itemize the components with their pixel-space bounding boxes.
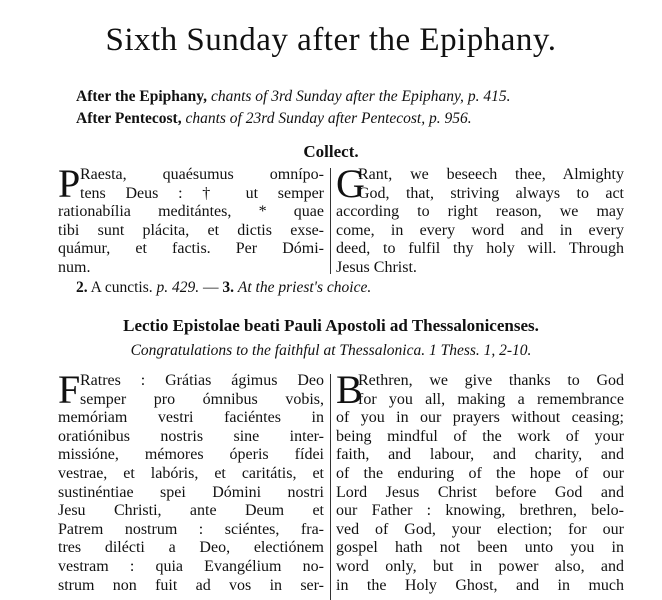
- collect-english-line: Jesus Christ.: [336, 258, 417, 276]
- epistle-latin-line: memóriam vestri faciéntes in: [58, 409, 324, 427]
- chant-label: After Pentecost,: [76, 110, 182, 127]
- epistle-english-line: word only, but in power also, and: [336, 557, 624, 575]
- collect-heading: Collect.: [303, 142, 359, 161]
- collect-latin-line: quámur, et factis. Per Dómi-: [58, 240, 324, 258]
- collect-other-prayers: [76, 279, 371, 297]
- collect-latin-dropcap: P: [58, 161, 81, 206]
- epistle-english-line: in the Holy Ghost, and in much: [336, 576, 624, 594]
- prayer-number: 2.: [76, 279, 88, 296]
- epistle-latin-line: semper pro ómnibus vobis,: [80, 390, 324, 408]
- epistle-english-line: Lord Jesus Christ before God and: [336, 483, 624, 501]
- prayer-title: At the priest's choice.: [237, 279, 372, 296]
- epistle-heading: Lectio Epistolae beati Pauli Apostoli ad Thessalonicenses.: [123, 316, 539, 335]
- chant-line-pentecost: [76, 110, 472, 128]
- collect-latin-line: rationabília meditántes, * quae: [58, 203, 324, 221]
- epistle-latin-line: vestram : quia Evangélium no-: [58, 557, 324, 575]
- column-divider: [330, 374, 331, 600]
- epistle-english-line: for you all, making a remembrance: [358, 390, 624, 408]
- epistle-latin-line: Patrem nostrum : sciéntes, fra-: [58, 520, 324, 538]
- epistle-latin-column: [58, 367, 324, 595]
- epistle-english-column: [336, 367, 624, 595]
- epistle-english-line: faith, and labour, and charity, and: [336, 446, 624, 464]
- chant-text: chants of 3rd Sunday after the Epiphany,: [210, 88, 464, 105]
- prayer-title: A cunctis.: [90, 279, 153, 296]
- collect-latin-line: tibi sunt plácita, et dictis exse-: [58, 221, 324, 239]
- collect-latin-line: num.: [58, 258, 91, 276]
- epistle-latin-line: missióne, mémores óperis fídei: [58, 446, 324, 464]
- page-title: Sixth Sunday after the Epiphany.: [105, 22, 557, 58]
- epistle-english-line: gospel hath not been unto you in: [336, 539, 624, 557]
- collect-english-line: deed, to fulfil thy holy will. Through: [336, 240, 624, 258]
- epistle-latin-line: vestrae, et labóris, et caritátis, et: [58, 464, 324, 482]
- collect-latin-line: Raesta, quaésumus omnípo-: [80, 166, 324, 183]
- epistle-english-line: being mindful of the work of your: [336, 427, 624, 445]
- prayer-number: 3.: [222, 279, 235, 296]
- epistle-latin-line: strum non fuit ad vos in ser-: [58, 576, 324, 594]
- collect-english-dropcap: G: [336, 161, 365, 206]
- epistle-english-line: of the enduring of the hope of our: [336, 464, 624, 482]
- epistle-subheading: Congratulations to the faithful at Thessalonica. 1 Thess. 1, 2-10.: [130, 342, 532, 359]
- chant-text: chants of 23rd Sunday after Pentecost,: [185, 110, 426, 127]
- epistle-latin-line: oratiónibus nostris sine inter-: [58, 427, 324, 445]
- epistle-latin-line: sustinéntiae spei Dómini nostri: [58, 483, 324, 501]
- epistle-english-line: our Father : knowing, brethren, belo-: [336, 502, 624, 520]
- collect-english-line: Rant, we beseech thee, Almighty: [358, 166, 624, 183]
- chant-page: p. 415.: [467, 88, 511, 105]
- epistle-latin-line: Ratres : Grátias ágimus Deo: [80, 372, 324, 389]
- epistle-latin-line: Jesu Christi, ante Deum et: [58, 502, 324, 520]
- collect-latin-line: tens Deus : † ut semper: [80, 184, 324, 202]
- prayer-page: p. 429.: [156, 279, 200, 296]
- chant-line-epiphany: [76, 88, 510, 106]
- collect-english-line: according to right reason, we may: [336, 203, 624, 221]
- chant-page: p. 956.: [428, 110, 472, 127]
- epistle-english-line: ved of God, your election; for our: [336, 520, 624, 538]
- collect-english-line: come, in every word and in every: [336, 221, 624, 239]
- epistle-english-dropcap: B: [336, 367, 363, 412]
- epistle-latin-line: tres dilécti a Deo, electiónem: [58, 539, 324, 557]
- epistle-english-line: Rethren, we give thanks to God: [358, 372, 624, 389]
- column-divider: [330, 168, 331, 274]
- collect-latin-column: [58, 161, 324, 278]
- separator-dash: —: [203, 279, 219, 296]
- chant-label: After the Epiphany,: [76, 88, 208, 105]
- collect-english-line: God, that, striving always to act: [358, 184, 624, 202]
- epistle-english-line: of you in our prayers without ceasing;: [336, 409, 624, 427]
- collect-english-column: [336, 161, 624, 278]
- epistle-latin-dropcap: F: [58, 367, 81, 412]
